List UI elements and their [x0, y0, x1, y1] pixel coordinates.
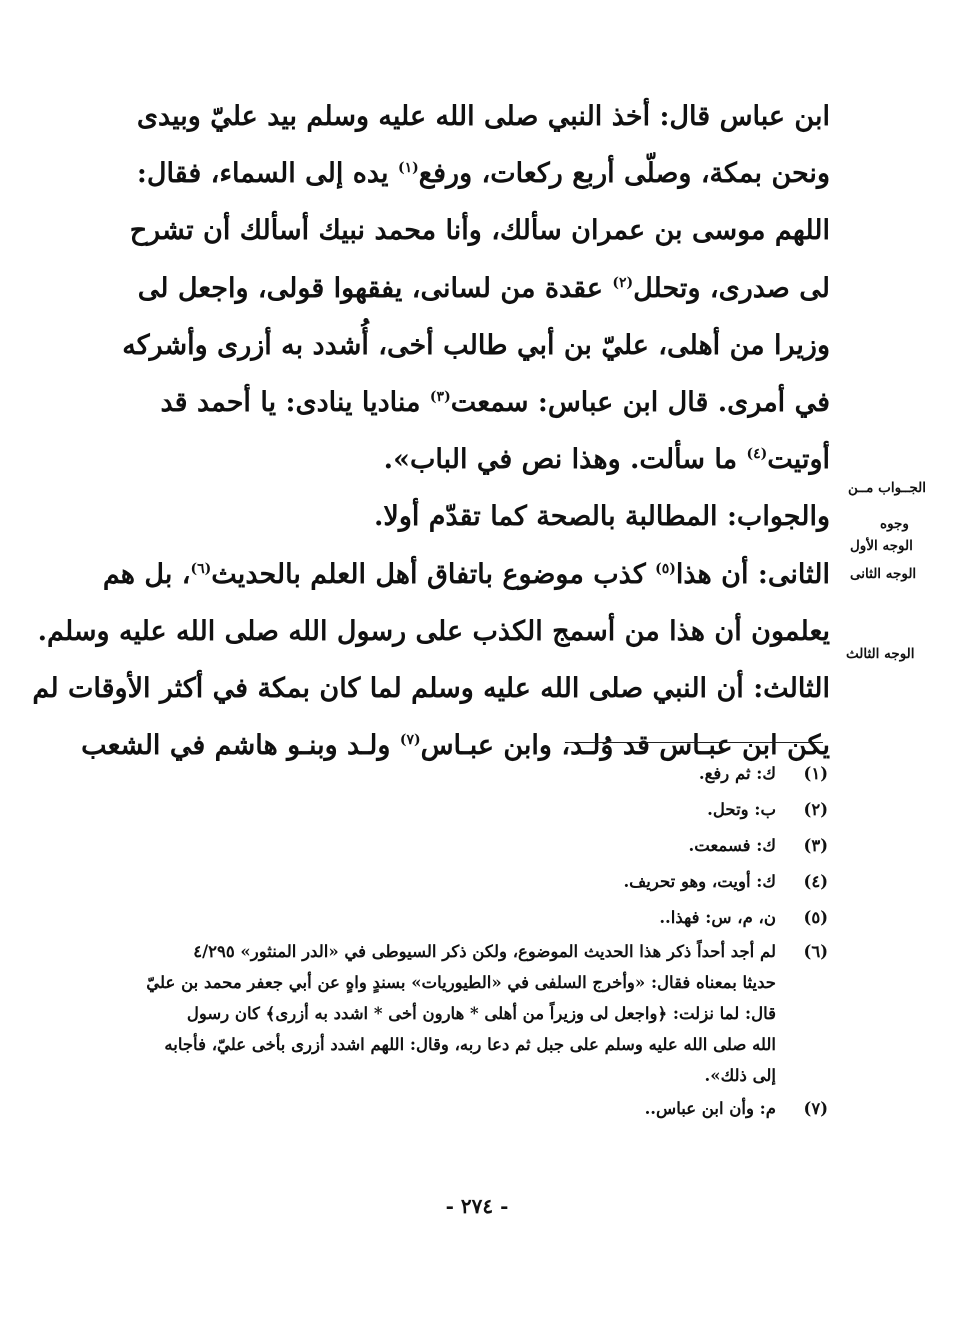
footnote-number: (٥): [803, 908, 828, 927]
footnote-ref-1: (١): [397, 160, 419, 177]
second-point-label: الثانى:: [757, 558, 830, 590]
footnote-ref-7: (٧): [399, 732, 421, 749]
footnote-ref-6: (٦): [190, 560, 212, 577]
footnote-number: (٢): [803, 800, 828, 819]
footnote-number: (١): [803, 764, 828, 783]
answer-line: والجواب: المطالبة بالصحة كما تقدّم أولا.: [374, 501, 830, 533]
footnote-ref-2: (٢): [612, 274, 634, 291]
margin-note-third-aspect: الوجه الثالث: [846, 646, 915, 662]
main-line-2: ونحن بمكة، وصلّى أربع ركعات، ورفع$^{(١)}$ يده إلى السماء، فقال:: [136, 158, 830, 190]
footnote-ref-5: (٥): [655, 560, 676, 577]
footnote-5: [108, 900, 828, 936]
footnote-1: [108, 756, 828, 792]
second-point-line-2: يعلمون أن هذا من أسمج الكذب على رسول الله صلى الله عليه وسلم.: [37, 615, 830, 647]
footnote-number: (٣): [803, 836, 828, 855]
footnote-6: [108, 936, 828, 1091]
footnote-text: ك: أويت، وهو تحريف.: [623, 872, 776, 891]
main-line-6: في أمرى. قال ابن عباس: سمعت$^{(٣)}$ مناديا ينادى: يا أحمد قد: [160, 387, 830, 419]
main-line-3: اللهم موسى بن عمران سألك، وأنا محمد نبيك أسألك أن تشرح: [129, 215, 830, 247]
footnote-text: لم أجد أحداً ذكر هذا الحديث الموضوع، ولكن ذكر السيوطى في «الدر المنثور» ٤/٢٩٥ حديثا بمعناه فقال: «وأخرج السلفى في «الطيوريات» بسندٍ واهٍ عن أبي جعفر محمد بن عليّ قال: لما نزلت: ﴿واجعل لى وزيراً من أهلى * هارون أخى * اشدد به أزرى﴾ كان رسول الله صلى الله عليه وسلم على جبل ثم دعا ربه، وقال: اللهم اشدد أزرى بأخى عليّ، فأجابه إلى ذلك».: [146, 942, 776, 1085]
answer-label: والجواب:: [726, 501, 830, 533]
margin-note-second-aspect: الوجه الثانى: [850, 566, 917, 582]
third-point-label: الثالث:: [753, 673, 830, 705]
footnote-ref-3: (٣): [429, 389, 451, 406]
footnote-text: ب: وتحل.: [707, 800, 776, 819]
footnote-number: (٧): [803, 1099, 828, 1118]
footnote-text: ك: فسمعت.: [688, 836, 776, 855]
footnote-text: ن، م، س: فهذا..: [659, 908, 776, 927]
footnote-text: ك: ثم رفع.: [698, 764, 776, 783]
margin-note-answer: الجــواب مــن: [848, 480, 927, 496]
main-line-5: وزيرا من أهلى، عليّ بن أبي طالب أخى، أُشدد به أزرى وأشركه: [122, 329, 830, 361]
third-point-line-2: يكن ابن عبـاس قد وُلـد، وابن عبـاس$^{(٧)}$ ولـد وبنـو هاشم في الشعب: [81, 730, 830, 762]
footnotes-block: [108, 756, 828, 1127]
footnote-number: (٤): [803, 872, 828, 891]
footnote-separator: [565, 742, 823, 743]
main-line-4: لى صدرى، وتحلل$^{(٢)}$ عقدة من لسانى، يفقهوا قولى، واجعل لى: [137, 272, 830, 304]
main-line-7: أوتيت$^{(٤)}$ ما سألت. وهذا نص في الباب».: [383, 444, 830, 476]
footnote-text: م: وأن ابن عباس..: [644, 1099, 776, 1118]
third-point-line-1: الثالث: أن النبي صلى الله عليه وسلم لما كان بمكة في أكثر الأوقات لم: [32, 673, 830, 705]
footnote-7: [108, 1091, 828, 1127]
footnote-number: (٦): [803, 942, 828, 961]
footnote-4: [108, 864, 828, 900]
footnote-2: [108, 792, 828, 828]
second-point-line-1: الثانى: أن هذا$^{(٥)}$ كذب موضوع باتفاق أهل العلم بالحديث$^{(٦)}$، بل هم: [102, 558, 830, 590]
main-text-block: [32, 88, 830, 774]
footnote-3: [108, 828, 828, 864]
margin-note-aspects: وجوه: [880, 516, 909, 532]
footnote-ref-4: (٤): [746, 446, 768, 463]
page-number: - ٢٧٤ -: [445, 1194, 509, 1218]
main-line-1: ابن عباس قال: أخذ النبي صلى الله عليه وسلم بيد عليّ وبيدى: [136, 101, 830, 132]
margin-note-first-aspect: الوجه الأول: [850, 538, 913, 554]
